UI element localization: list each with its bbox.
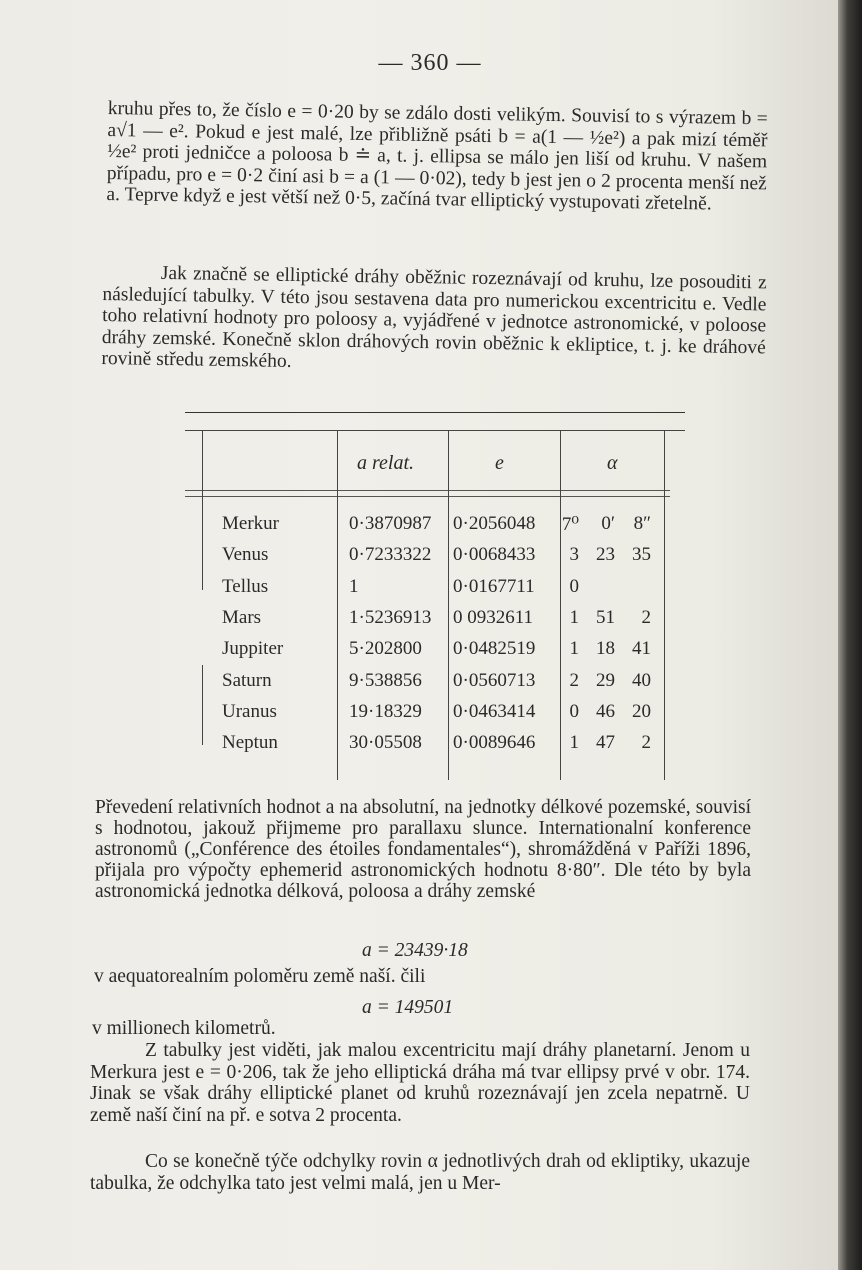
cell-e: 0·0167711 (453, 575, 535, 597)
cell-alpha-deg: 7⁰ (561, 514, 579, 535)
table-rule-header (185, 490, 670, 491)
table-vline-left-lower (202, 665, 203, 745)
cell-a-relat: 1 (349, 575, 359, 597)
table-vline-4 (664, 430, 665, 780)
cell-a-relat: 1·5236913 (349, 606, 432, 628)
cell-alpha-deg: 0 (569, 575, 579, 597)
table-vline-1 (337, 430, 338, 780)
paragraph-5: Co se konečně týče odchylky rovin α jednotlivých drah od ekliptiky, ukazuje tabulka, že odchylka tato jest velmi malá, jen u Mer- (90, 1151, 750, 1194)
header-a-relat: a relat. (357, 452, 415, 474)
cell-alpha-min: 23 (596, 544, 615, 566)
cell-alpha-min: 51 (596, 606, 615, 628)
cell-alpha-sec: 2 (641, 606, 651, 628)
cell-planet: Juppiter (222, 638, 284, 660)
cell-alpha-sec: 20 (632, 700, 651, 722)
paragraph-1: kruhu přes to, že číslo e = 0·20 by se zdálo dosti velikým. Souvisí to s výrazem b = a√1 — e². Pokud e jest malé, lze přibližně psáti b = a(1 — ½e²) a pak mizí téměř ½e² proti jedničce a poloosa b ≐ a, t. j. ellipsa se málo jen liší od kruhu. V našem případu, pro e = 0·2 činí asi b = a (1 — 0·02), tedy b jest jen o 2 procenta menší než a. Teprve když e jest větší než 0·5, začíná tvar elliptický vystupovati zřetelně. (106, 98, 768, 215)
cell-alpha-min: 18 (596, 638, 615, 660)
cell-e: 0·0463414 (453, 700, 536, 722)
cell-planet: Merkur (222, 513, 279, 534)
table-rule-top (185, 412, 685, 413)
cell-a-relat: 19·18329 (349, 700, 422, 722)
header-alpha: α (607, 452, 618, 474)
cell-a-relat: 0·3870987 (349, 513, 432, 534)
cell-alpha-deg: 1 (569, 732, 579, 754)
cell-planet: Mars (222, 606, 262, 628)
cell-planet: Tellus (222, 575, 269, 597)
text-line-aequatoreal: v aequatorealním poloměru země naší. čili (94, 966, 426, 987)
cell-e: 0·2056048 (453, 513, 536, 534)
cell-alpha-min: 29 (596, 669, 615, 691)
cell-e: 0·0068433 (453, 544, 536, 566)
formula-a-km: a = 149501 (362, 997, 454, 1018)
cell-alpha-deg: 0 (569, 700, 579, 722)
table-vline-3 (560, 430, 561, 780)
planet-table (185, 410, 685, 780)
formula-a-earth-radii: a = 23439·18 (362, 940, 468, 961)
table-vline-2 (448, 430, 449, 780)
header-e: e (495, 452, 504, 474)
cell-alpha-sec: 35 (632, 544, 651, 566)
cell-alpha-deg: 2 (569, 669, 579, 691)
cell-e: 0 0932611 (453, 606, 534, 628)
table-rule-header-second (185, 496, 670, 497)
cell-e: 0·0560713 (453, 669, 536, 691)
table-vline-left-upper (202, 430, 203, 590)
cell-alpha-sec: 41 (632, 638, 651, 660)
paragraph-4: Z tabulky jest viděti, jak malou excentricitu mají dráhy planetarní. Jenom u Merkura jest e = 0·206, tak že jeho elliptická dráha má tvar ellipsy prvé v obr. 174. Jinak se však dráhy elliptické planet od kruhů rozeznávají jen zcela nepatrně. U země naší činí na př. e sotva 2 procenta. (90, 1040, 750, 1126)
page-edge-shadow (838, 0, 862, 1270)
cell-alpha-min: 0′ (601, 513, 615, 534)
cell-planet: Uranus (222, 700, 277, 722)
cell-alpha-min: 46 (596, 700, 615, 722)
cell-planet: Saturn (222, 669, 272, 691)
cell-a-relat: 5·202800 (349, 638, 422, 660)
cell-alpha-sec: 2 (641, 732, 651, 754)
text-line-millions-km: v millionech kilometrů. (92, 1018, 276, 1039)
table-rule-top-second (185, 430, 685, 431)
cell-alpha-deg: 3 (569, 544, 579, 566)
cell-planet: Venus (222, 544, 269, 566)
paragraph-2: Jak značně se elliptické dráhy oběžnic rozeznávají od kruhu, lze posouditi z následující tabulky. V této jsou sestavena data pro numerickou excentricitu e. Vedle toho relativní hodnoty pro poloosy a, vyjádřené v jednotce astronomické, v poloose dráhy zemské. Konečně sklon dráhových rovin oběžnic k ekliptice, t. j. ke dráhové rovině středu zemského. (101, 262, 767, 372)
cell-e: 0·0482519 (453, 638, 536, 660)
cell-a-relat: 0·7233322 (349, 544, 432, 566)
cell-a-relat: 9·538856 (349, 669, 422, 691)
page-number: — 360 — (378, 50, 482, 76)
cell-alpha-sec: 8″ (633, 513, 651, 534)
cell-alpha-deg: 1 (569, 606, 579, 628)
cell-a-relat: 30·05508 (349, 732, 422, 754)
paragraph-3: Převedení relativních hodnot a na absolutní, na jednotky délkové pozemské, souvisí s hodnotou, jakouž přijmeme pro parallaxu slunce. Internationalní konference astronomů („Conférence des étoiles fondamentales“), shromážděná v Paříži 1896, přijala pro výpočty ephemerid astronomických hodnotu 8·80″. Dle této by byla astronomická jednotka délková, poloosa a dráhy zemské (95, 797, 751, 902)
cell-alpha-min: 47 (596, 732, 615, 754)
cell-e: 0·0089646 (453, 732, 536, 754)
cell-planet: Neptun (222, 732, 278, 754)
cell-alpha-deg: 1 (569, 638, 579, 660)
cell-alpha-sec: 40 (632, 669, 651, 691)
